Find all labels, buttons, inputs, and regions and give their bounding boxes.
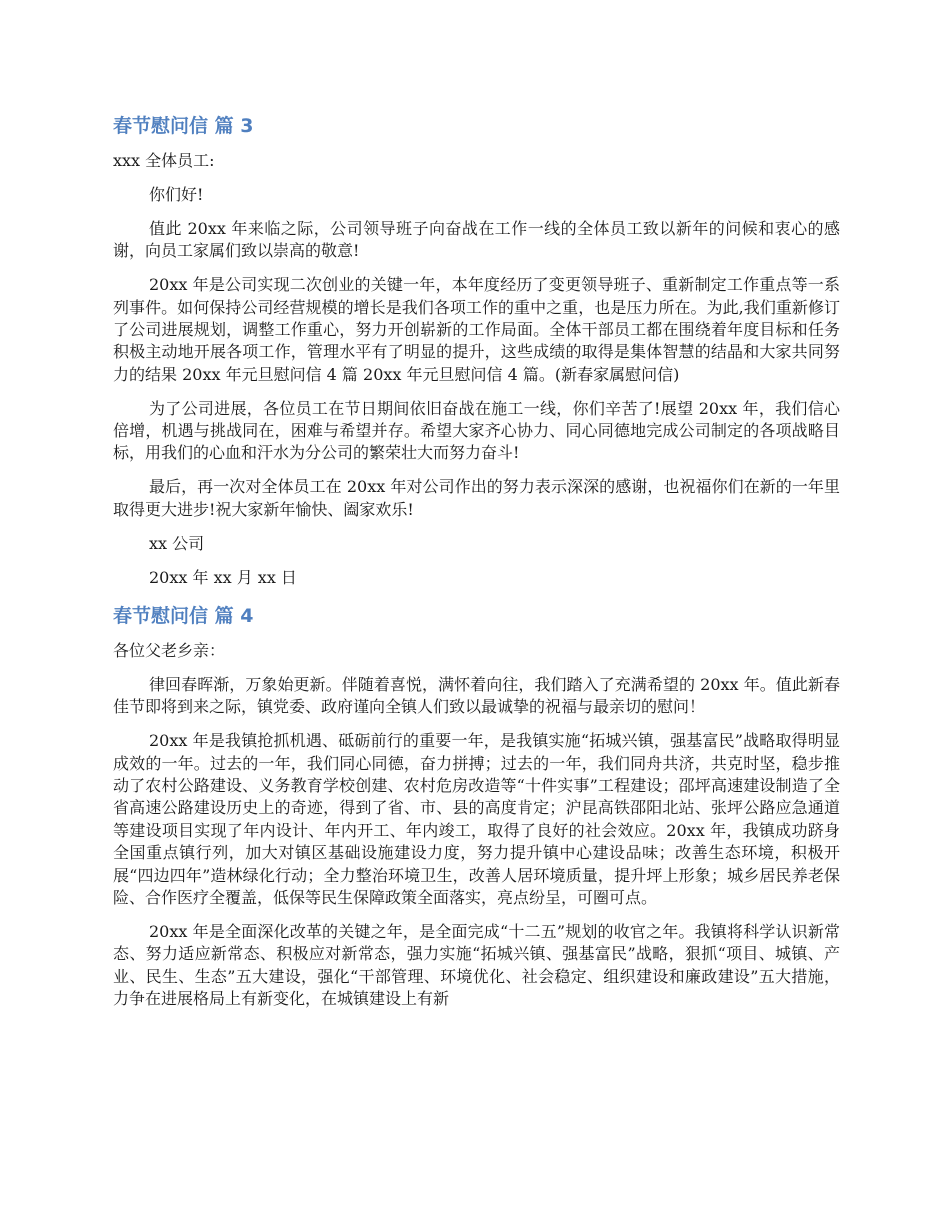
salutation: 各位父老乡亲： <box>113 641 226 660</box>
signature: xx 公司 <box>149 533 205 553</box>
letter-section-4 <box>113 602 840 1011</box>
letter-section-3 <box>113 112 840 589</box>
letter-date: 20xx 年 xx 月 xx 日 <box>149 567 297 587</box>
section-heading: 春节慰问信 篇 3 <box>113 115 254 137</box>
document-body <box>113 112 840 1022</box>
salutation: xxx 全体员工: <box>113 151 215 170</box>
body-paragraph: 为了公司进展，各位员工在节日期间依旧奋战在施工一线，你们辛苦了!展望 20xx 年，我们信心倍增，机遇与挑战同在，困难与希望并存。希望大家齐心协力、同心同德地完成公司制定的各项战略目标，用我们的心血和汗水为分公司的繁荣壮大而努力奋斗! <box>113 398 840 463</box>
section-heading: 春节慰问信 篇 4 <box>113 605 254 627</box>
greeting: 你们好! <box>149 184 204 204</box>
body-paragraph: 律回春晖渐，万象始更新。伴随着喜悦，满怀着向往，我们踏入了充满希望的 20xx 年。值此新春佳节即将到来之际，镇党委、政府谨向全镇人们致以最诚挚的祝福与最亲切的慰问！ <box>113 674 840 717</box>
body-paragraph: 值此 20xx 年来临之际，公司领导班子向奋战在工作一线的全体员工致以新年的问候和衷心的感谢，向员工家属们致以崇高的敬意! <box>113 218 840 261</box>
body-paragraph: 20xx 年是全面深化改革的关键之年，是全面完成“十二五”规划的收官之年。我镇将科学认识新常态、努力适应新常态、积极应对新常态，强力实施“拓城兴镇、强基富民”战略，狠抓“项目、城镇、产业、民生、生态”五大建设，强化“干部管理、环境优化、社会稳定、组织建设和廉政建设”五大措施，力争在进展格局上有新变化，在城镇建设上有新 <box>113 921 840 1009</box>
body-paragraph: 20xx 年是我镇抢抓机遇、砥砺前行的重要一年，是我镇实施“拓城兴镇，强基富民”战略取得明显成效的一年。过去的一年，我们同心同德，奋力拼搏；过去的一年，我们同舟共济，共克时坚，稳步推动了农村公路建设、义务教育学校创建、农村危房改造等“十件实事”工程建设；邵坪高速建设制造了全省高速公路建设历史上的奇迹，得到了省、市、县的高度肯定；沪昆高铁邵阳北站、张坪公路应急通道等建设项目实现了年内设计、年内开工、年内竣工，取得了良好的社会效应。20xx 年，我镇成功跻身全国重点镇行列，加大对镇区基础设施建设力度，努力提升镇中心建设品味；改善生态环境，积极开展“四边四年”造林绿化行动；全力整治环境卫生，改善人居环境质量，提升坪上形象；城乡居民养老保险、合作医疗全覆盖，低保等民生保障政策全面落实，亮点纷呈，可圈可点。 <box>113 731 840 908</box>
body-paragraph: 最后，再一次对全体员工在 20xx 年对公司作出的努力表示深深的感谢，也祝福你们在新的一年里取得更大进步!祝大家新年愉快、阖家欢乐! <box>113 477 840 519</box>
body-paragraph: 20xx 年是公司实现二次创业的关键一年，本年度经历了变更领导班子、重新制定工作重点等一系列事件。如何保持公司经营规模的增长是我们各项工作的重中之重，也是压力所在。为此,我们重新修订了公司进展规划，调整工作重心，努力开创崭新的工作局面。全体干部员工都在围绕着年度目标和任务积极主动地开展各项工作，管理水平有了明显的提升，这些成绩的取得是集体智慧的结晶和大家共同努力的结果 20xx 年元旦慰问信 4 篇 20xx 年元旦慰问信 4 篇。(新春家属慰问信) <box>113 275 840 384</box>
